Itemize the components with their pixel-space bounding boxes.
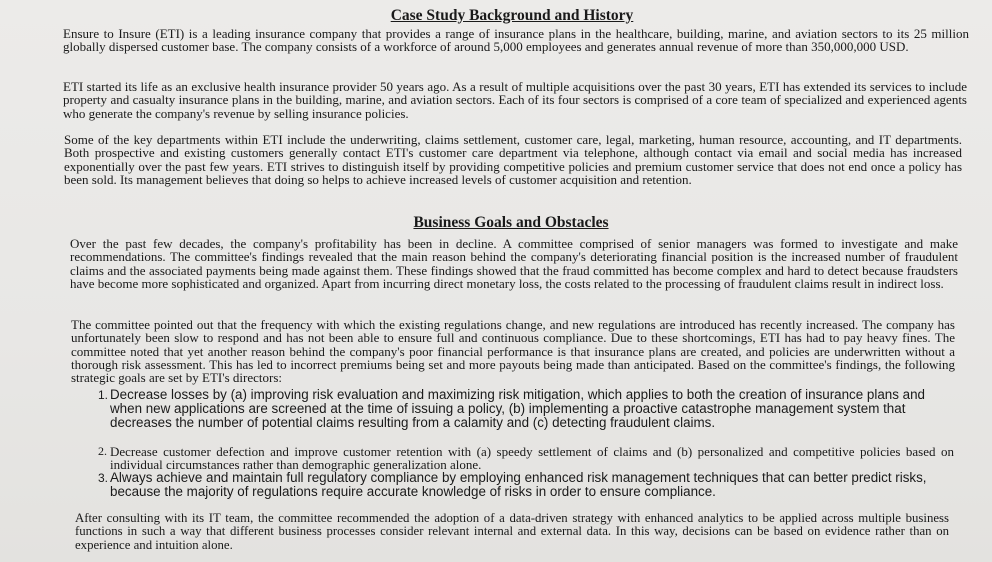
- background-paragraph-3: Some of the key departments within ETI include the underwriting, claims settlement, customer care, legal, marketing, human resource, accounting, and IT departments. Both prospective and existing customers generally contact ETI's customer care department via telephone, although contact via email and social media has increased exponentially over the past few years. ETI strives to distinguish itself by providing competitive policies and premium customer service that does not end once a policy has been sold. Its management believes that doing so helps to achieve increased levels of customer acquisition and retention.: [64, 132, 962, 187]
- list-item: [98, 471, 954, 499]
- background-paragraph-1: Ensure to Insure (ETI) is a leading insurance company that provides a range of insurance plans in the healthcare, building, marine, and aviation sectors to its 25 million globally dispersed customer base. The company consists of a workforce of around 5,000 employees and generates annual revenue of more than 350,000,000 USD.: [63, 26, 969, 55]
- list-item-number: 1.: [98, 388, 109, 402]
- list-item-number: 2.: [98, 444, 107, 458]
- list-item-text: Decrease customer defection and improve customer retention with (a) speedy settlement of claims and (b) personalized and competitive policies based on individual circumstances rather than demographic generalization alone.: [110, 444, 954, 472]
- list-item: [98, 445, 954, 471]
- section-title: Business Goals and Obstacles: [413, 214, 609, 231]
- list-item-text: Decrease losses by (a) improving risk evaluation and maximizing risk mitigation, which applies to both the creation of insurance plans and when new applications are screened at the time of issuing a policy, (b) implementing a proactive catastrophe management system that decreases the number of potential claims resulting from a calamity and (c) detecting fraudulent claims.: [110, 387, 925, 430]
- closing-paragraph: After consulting with its IT team, the committee recommended the adoption of a data-driven strategy with enhanced analytics to be applied across multiple business functions in such a way that different business processes consider relevant internal and external data. In this way, decisions can be based on evidence rather than on experience and intuition alone.: [75, 511, 949, 552]
- page-title: Case Study Background and History: [390, 7, 634, 24]
- goals-paragraph-1: Over the past few decades, the company's profitability has been in decline. A committee comprised of senior managers was formed to investigate and make recommendations. The committee's findings revealed that the main reason behind the company's deteriorating financial position is the increased number of fraudulent claims and the associated payments being made against them. These findings showed that the fraud committed has become complex and hard to detect because fraudsters have become more sophisticated and organized. Apart from incurring direct monetary loss, the costs related to the processing of fraudulent claims result in indirect loss.: [70, 236, 958, 291]
- list-item-text: Always achieve and maintain full regulatory compliance by employing enhanced risk management techniques that can better predict risks, because the majority of regulations require accurate knowledge of risks in order to ensure compliance.: [110, 470, 927, 499]
- list-item-number: 3.: [98, 471, 109, 485]
- goals-paragraph-2: The committee pointed out that the frequency with which the existing regulations change, and new regulations are introduced has recently increased. The company has unfortunately been slow to respond and has not been able to ensure full and continuous compliance. Due to these shortcomings, ETI has had to pay heavy fines. The committee noted that yet another reason behind the company's poor financial performance is that insurance plans are created, and policies are underwritten without a thorough risk assessment. This has led to incorrect premiums being set and more payouts being made than anticipated. Based on the committee's findings, the following strategic goals are set by ETI's directors:: [71, 317, 955, 386]
- background-paragraph-2: ETI started its life as an exclusive health insurance provider 50 years ago. As a result of multiple acquisitions over the past 30 years, ETI has extended its services to include property and casualty insurance plans in the building, marine, and aviation sectors. Each of its four sectors is comprised of a core team of specialized and experienced agents who generate the company's revenue by selling insurance policies.: [63, 79, 967, 121]
- list-item: [98, 388, 954, 430]
